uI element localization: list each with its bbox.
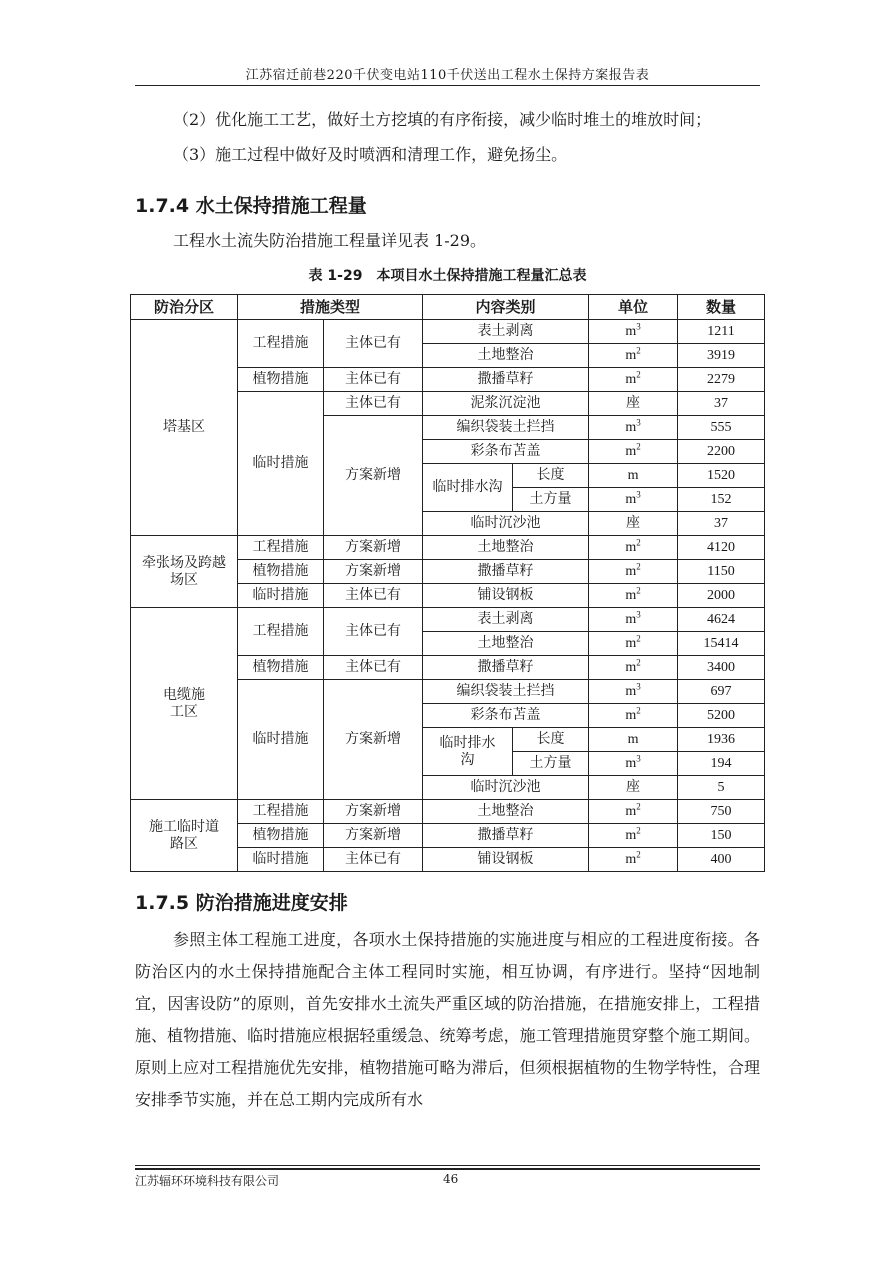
unit-cell: $m^2$ [589, 368, 678, 392]
header-quantity: 数量 [678, 295, 765, 320]
subcontent-cell: 土方量 [513, 488, 589, 512]
measures-table [130, 294, 765, 872]
quantity-cell: 194 [678, 752, 765, 776]
quantity-cell: 555 [678, 416, 765, 440]
unit-cell: $m^2$ [589, 656, 678, 680]
unit-cell: $m^2$ [589, 800, 678, 824]
unit-cell: $m^2$ [589, 344, 678, 368]
zone-cell: 牵张场及跨越场区 [131, 536, 238, 608]
content-cell: 编织袋装土拦挡 [423, 416, 589, 440]
table-row [131, 320, 765, 344]
quantity-cell: 150 [678, 824, 765, 848]
source-cell: 主体已有 [324, 392, 423, 416]
measure-type-cell: 临时措施 [238, 392, 324, 536]
source-cell: 方案新增 [324, 560, 423, 584]
quantity-cell: 5200 [678, 704, 765, 728]
subcontent-cell: 长度 [513, 464, 589, 488]
content-cell: 彩条布苫盖 [423, 440, 589, 464]
quantity-cell: 2279 [678, 368, 765, 392]
content-cell: 撒播草籽 [423, 560, 589, 584]
list-item-2: （2）优化施工工艺，做好土方挖填的有序衔接，减少临时堆土的堆放时间； [173, 110, 712, 129]
zone-cell: 施工临时道路区 [131, 800, 238, 872]
content-cell: 临时排水沟 [423, 728, 513, 776]
quantity-cell: 400 [678, 848, 765, 872]
quantity-cell: 4120 [678, 536, 765, 560]
source-cell: 方案新增 [324, 536, 423, 560]
content-cell: 土地整治 [423, 344, 589, 368]
content-cell: 临时排水沟 [423, 464, 513, 512]
unit-cell: $m^2$ [589, 560, 678, 584]
measure-type-cell: 工程措施 [238, 536, 324, 560]
quantity-cell: 5 [678, 776, 765, 800]
quantity-cell: 2200 [678, 440, 765, 464]
quantity-cell: 37 [678, 392, 765, 416]
table-row [131, 800, 765, 824]
unit-cell: $m^2$ [589, 824, 678, 848]
header-rule [135, 85, 760, 86]
section-intro: 工程水土流失防治措施工程量详见表 1-29。 [173, 231, 487, 250]
content-cell: 铺设钢板 [423, 848, 589, 872]
running-header: 江苏宿迁前巷220千伏变电站110千伏送出工程水土保持方案报告表 [245, 68, 650, 83]
content-cell: 临时沉沙池 [423, 776, 589, 800]
source-cell: 方案新增 [324, 680, 423, 800]
footer-company: 江苏辐环环境科技有限公司 [135, 1174, 280, 1188]
source-cell: 主体已有 [324, 368, 423, 392]
source-cell: 方案新增 [324, 824, 423, 848]
unit-cell: $m^3$ [589, 680, 678, 704]
page-number: 46 [443, 1172, 459, 1186]
measure-type-cell: 临时措施 [238, 680, 324, 800]
source-cell: 方案新增 [324, 416, 423, 536]
unit-cell: $m^3$ [589, 752, 678, 776]
quantity-cell: 37 [678, 512, 765, 536]
footer-rule [135, 1165, 760, 1166]
measure-type-cell: 临时措施 [238, 848, 324, 872]
source-cell: 方案新增 [324, 800, 423, 824]
content-cell: 表土剥离 [423, 320, 589, 344]
source-cell: 主体已有 [324, 320, 423, 368]
source-cell: 主体已有 [324, 848, 423, 872]
header-unit: 单位 [589, 295, 678, 320]
header-content: 内容类别 [423, 295, 589, 320]
content-cell: 编织袋装土拦挡 [423, 680, 589, 704]
quantity-cell: 750 [678, 800, 765, 824]
quantity-cell: 4624 [678, 608, 765, 632]
content-cell: 土地整治 [423, 800, 589, 824]
unit-cell: $m^3$ [589, 416, 678, 440]
section-heading-1-7-4: 1.7.4 水土保持措施工程量 [135, 195, 367, 217]
table-row [131, 608, 765, 632]
zone-cell: 电缆施工区 [131, 608, 238, 800]
content-cell: 表土剥离 [423, 608, 589, 632]
quantity-cell: 1936 [678, 728, 765, 752]
source-cell: 主体已有 [324, 584, 423, 608]
zone-cell: 塔基区 [131, 320, 238, 536]
measure-type-cell: 植物措施 [238, 560, 324, 584]
unit-cell: $m^2$ [589, 584, 678, 608]
unit-cell: $m^2$ [589, 632, 678, 656]
measure-type-cell: 植物措施 [238, 656, 324, 680]
measure-type-cell: 植物措施 [238, 824, 324, 848]
content-cell: 土地整治 [423, 632, 589, 656]
measure-type-cell: 工程措施 [238, 320, 324, 368]
source-cell: 主体已有 [324, 656, 423, 680]
content-cell: 铺设钢板 [423, 584, 589, 608]
content-cell: 撒播草籽 [423, 656, 589, 680]
unit-cell: $m^3$ [589, 488, 678, 512]
unit-cell: $m^2$ [589, 848, 678, 872]
quantity-cell: 2000 [678, 584, 765, 608]
unit-cell: $m^2$ [589, 536, 678, 560]
header-zone: 防治分区 [131, 295, 238, 320]
content-cell: 临时沉沙池 [423, 512, 589, 536]
content-cell: 泥浆沉淀池 [423, 392, 589, 416]
quantity-cell: 1150 [678, 560, 765, 584]
quantity-cell: 15414 [678, 632, 765, 656]
measure-type-cell: 临时措施 [238, 584, 324, 608]
section-heading-1-7-5: 1.7.5 防治措施进度安排 [135, 892, 348, 914]
content-cell: 撒播草籽 [423, 824, 589, 848]
content-cell: 土地整治 [423, 536, 589, 560]
measure-type-cell: 工程措施 [238, 608, 324, 656]
table-caption: 表 1-29 本项目水土保持措施工程量汇总表 [308, 268, 587, 284]
measure-type-cell: 工程措施 [238, 800, 324, 824]
quantity-cell: 152 [678, 488, 765, 512]
table-header-row [131, 295, 765, 320]
quantity-cell: 3400 [678, 656, 765, 680]
unit-cell: m [589, 728, 678, 752]
unit-cell: $m^3$ [589, 320, 678, 344]
list-item-3: （3）施工过程中做好及时喷洒和清理工作，避免扬尘。 [173, 145, 568, 164]
source-cell: 主体已有 [324, 608, 423, 656]
unit-cell: $m^3$ [589, 608, 678, 632]
content-cell: 彩条布苫盖 [423, 704, 589, 728]
subcontent-cell: 土方量 [513, 752, 589, 776]
unit-cell: m [589, 464, 678, 488]
measure-type-cell: 植物措施 [238, 368, 324, 392]
subcontent-cell: 长度 [513, 728, 589, 752]
body-paragraph: 参照主体工程施工进度，各项水土保持措施的实施进度与相应的工程进度衔接。各防治区内的水土保持措施配合主体工程同时实施，相互协调，有序进行。坚持“因地制宜，因害设防”的原则，首先安排水土流失严重区域的防治措施，在措施安排上，工程措施、植物措施、临时措施应根据轻重缓急、统筹考虑，施工管理措施贯穿整个施工期间。原则上应对工程措施优先安排，植物措施可略为滞后，但须根据植物的生物学特性，合理安排季节实施，并在总工期内完成所有水 [135, 930, 760, 1109]
table-row [131, 536, 765, 560]
quantity-cell: 3919 [678, 344, 765, 368]
quantity-cell: 1520 [678, 464, 765, 488]
content-cell: 撒播草籽 [423, 368, 589, 392]
quantity-cell: 1211 [678, 320, 765, 344]
unit-cell: $m^2$ [589, 440, 678, 464]
quantity-cell: 697 [678, 680, 765, 704]
header-measure-type: 措施类型 [238, 295, 423, 320]
unit-cell: 座 [589, 512, 678, 536]
unit-cell: $m^2$ [589, 704, 678, 728]
unit-cell: 座 [589, 392, 678, 416]
footer-rule-thick [135, 1168, 760, 1170]
unit-cell: 座 [589, 776, 678, 800]
